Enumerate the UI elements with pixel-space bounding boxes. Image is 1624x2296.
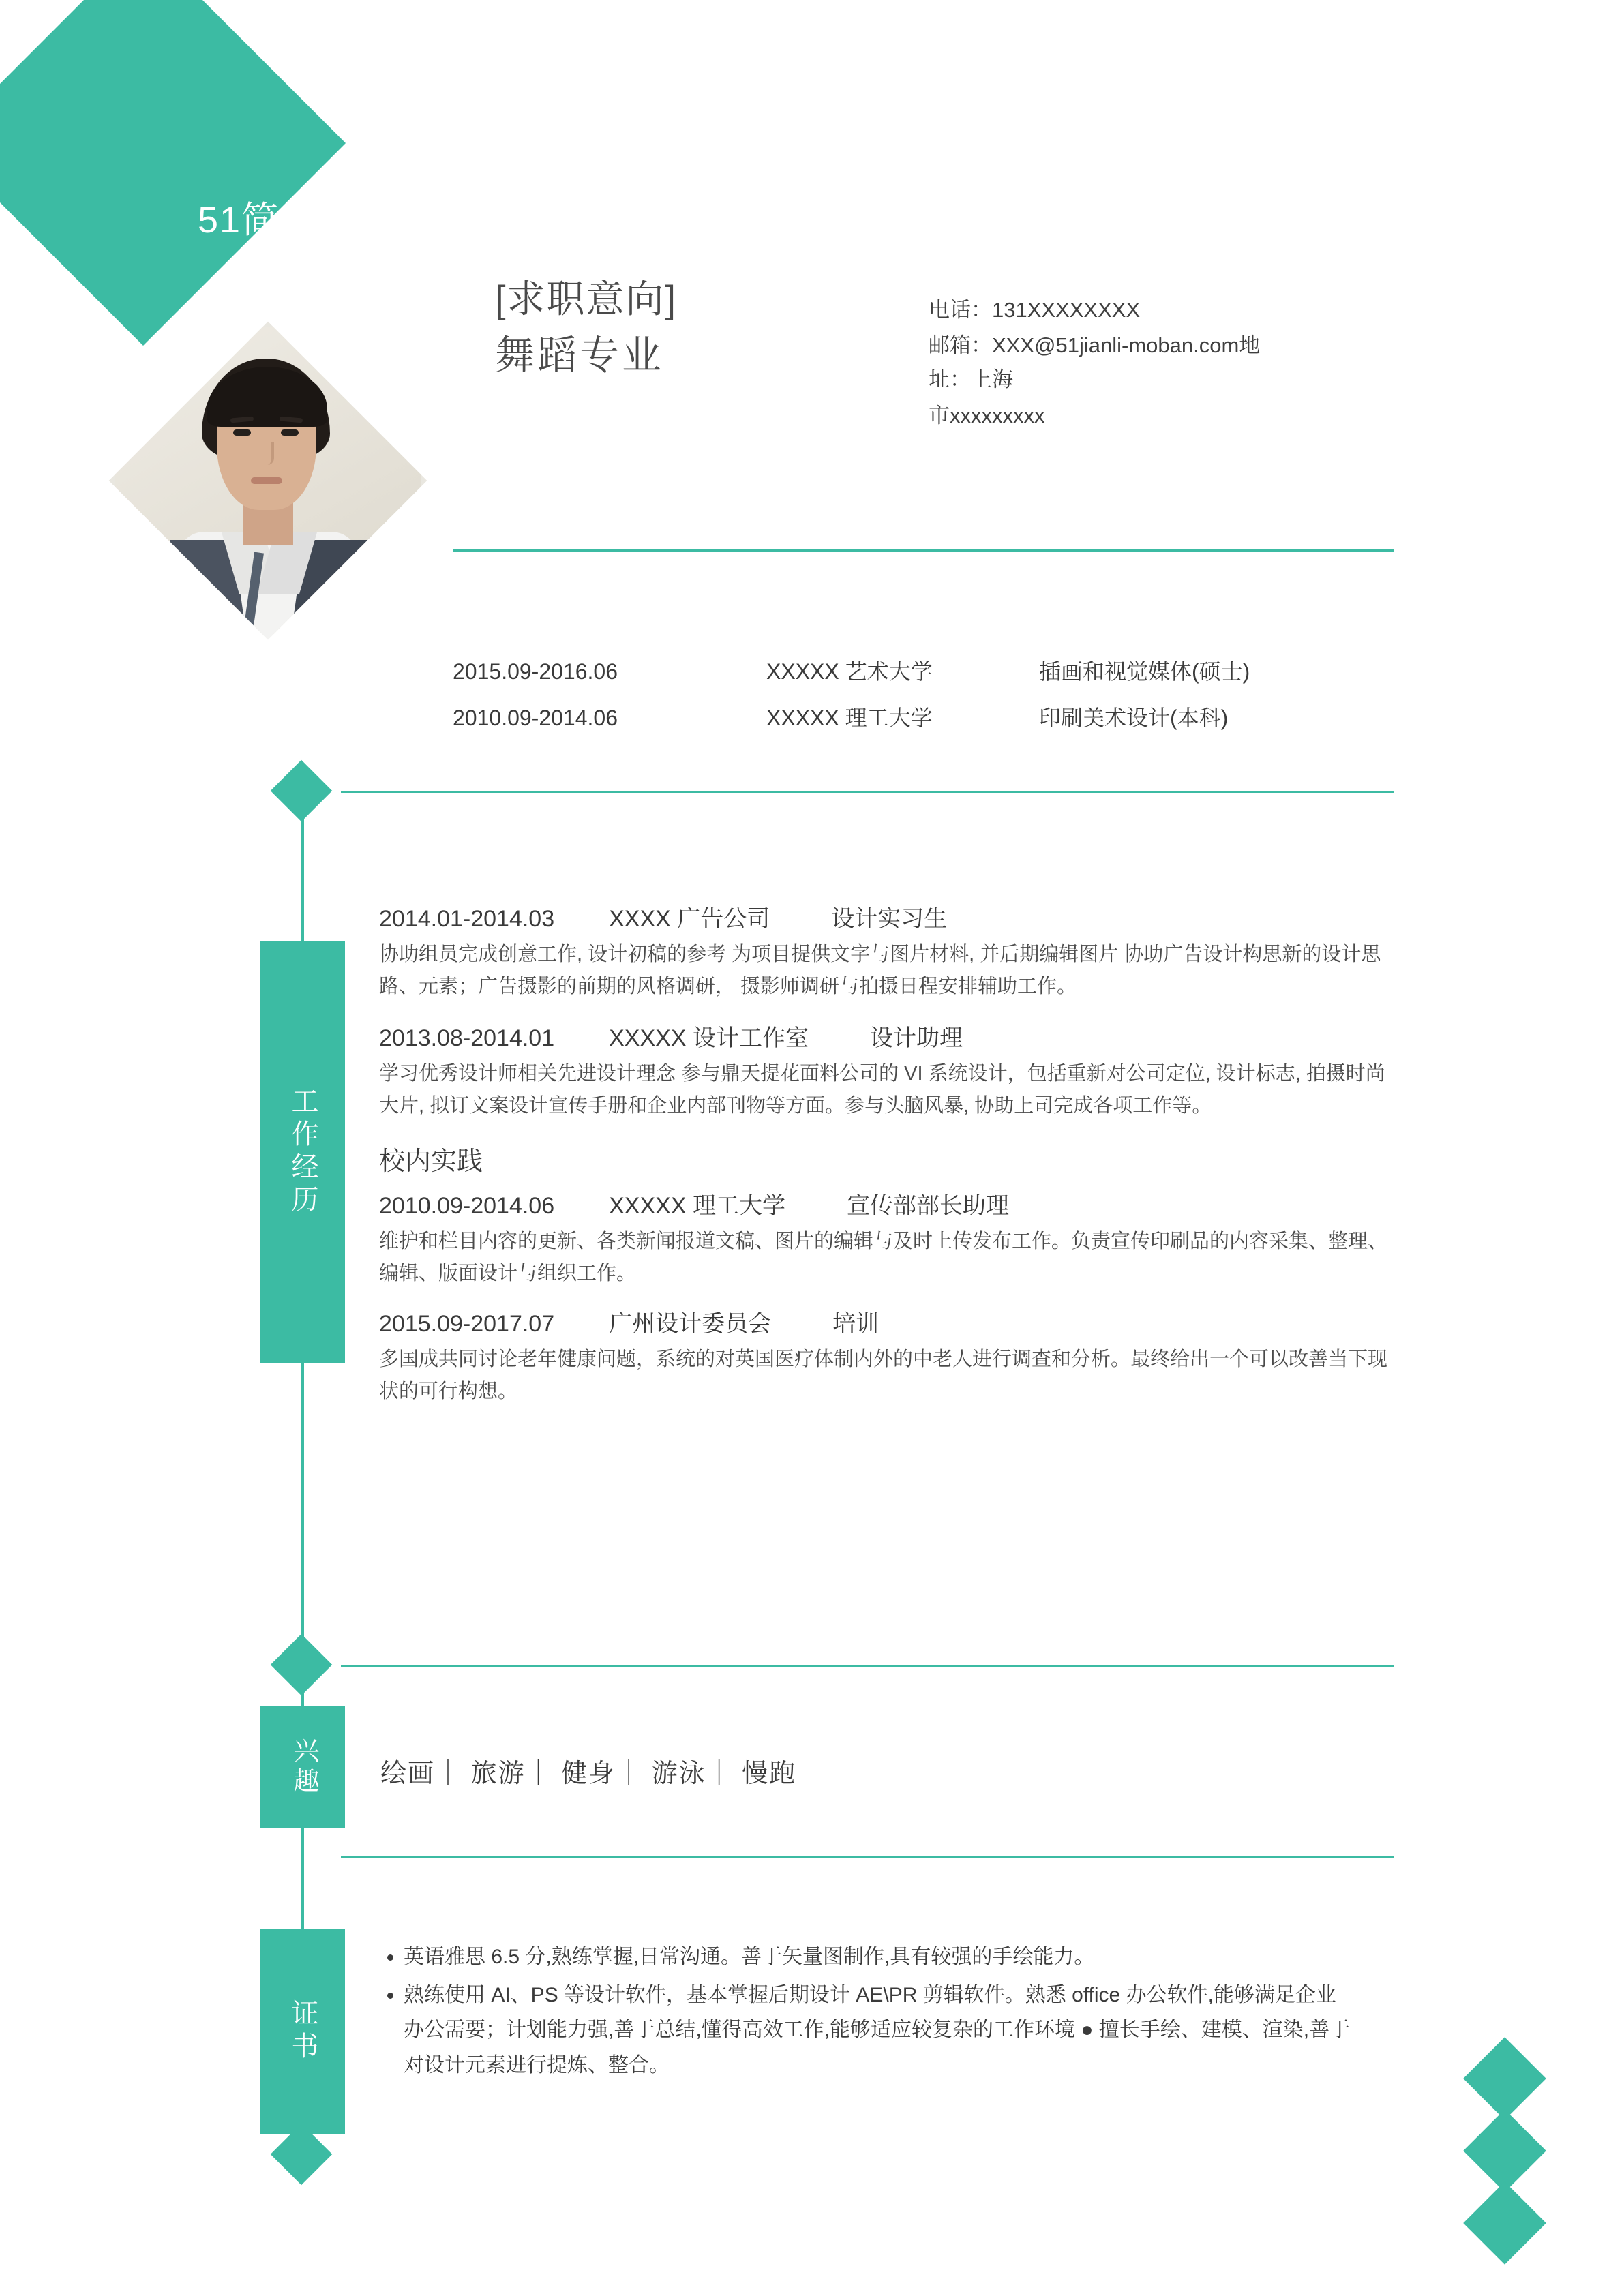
- divider-interests: [341, 1856, 1394, 1858]
- divider-header: [453, 549, 1394, 552]
- section-tab-certificates: [260, 1929, 345, 2134]
- campus-role: 宣传部部长助理: [846, 1192, 1009, 1219]
- section-tab-work-label: 工作经历: [288, 1087, 318, 1218]
- education-degree: 印刷美术设计(本科): [1039, 706, 1229, 730]
- work-section: [379, 900, 1388, 1408]
- list-item: • 熟练使用 AI、PS 等设计软件，基本掌握后期设计 AE\PR 剪辑软件。熟悉 office 办公软件,能够满足企业办公需要；计划能力强,善于总结,懂得高效工作,能够适应较复杂的工作环境 ● 擅长手绘、建模、渲染,善于对设计元素进行提炼、整合。: [404, 1978, 1354, 2083]
- list-item: • 英语雅思 6.5 分,熟练掌握,日常沟通。善于矢量图制作,具有较强的手绘能力。: [404, 1939, 1354, 1975]
- contact-city: 市xxxxxxxxx: [929, 403, 1045, 427]
- campus-item-1: [379, 1187, 1388, 1290]
- contact-phone: 电话：131XXXXXXXX: [929, 298, 1141, 322]
- avatar-image: [115, 327, 421, 634]
- brand-logo-text: 51简历—: [198, 200, 357, 241]
- contact-block: [929, 293, 1283, 434]
- campus-period: 2010.09-2014.06: [379, 1192, 555, 1219]
- campus-item-2-head: [379, 1305, 1388, 1338]
- divider-education: [341, 791, 1394, 793]
- campus-practice-title: 校内实践: [379, 1147, 483, 1176]
- decor-diamond-3: [1463, 2181, 1546, 2265]
- campus-period: 2015.09-2017.07: [379, 1310, 555, 1337]
- campus-description: 多国成共同讨论老年健康问题，系统的对英国医疗体制内外的中老人进行调查和分析。最终给出一个可以改善当下现状的可行构想。: [379, 1348, 1388, 1402]
- education-row-1: [453, 654, 1250, 686]
- campus-item-1-head: [379, 1187, 1388, 1220]
- education-row-2: [453, 701, 1228, 732]
- work-description: 学习优秀设计师相关先进设计理念 参与鼎天提花面料公司的 VI 系统设计，包括重新对公司定位, 设计标志, 拍摄时尚大片, 拟订文案设计宣传手册和企业内部刊物等方面。参与头脑风暴, 协助上司完成各项工作等。: [379, 1062, 1385, 1117]
- work-item-1: [379, 900, 1388, 1003]
- objective-label: [求职意向]: [495, 277, 678, 320]
- campus-description: 维护和栏目内容的更新、各类新闻报道文稿、图片的编辑与及时上传发布工作。负责宣传印刷品的内容采集、整理、编辑、版面设计与组织工作。: [379, 1230, 1388, 1284]
- work-role: 设计实习生: [831, 906, 948, 932]
- objective-major: 舞蹈专业: [495, 333, 665, 378]
- decor-diamond-2: [1463, 2109, 1546, 2192]
- section-tab-work: [260, 941, 345, 1363]
- education-period: 2015.09-2016.06: [453, 659, 618, 684]
- education-school: XXXXX 理工大学: [766, 706, 933, 730]
- work-period: 2014.01-2014.03: [379, 906, 555, 932]
- objective-block: [495, 275, 877, 381]
- section-tab-certificates-label: 证书: [288, 1999, 318, 2064]
- contact-email-address: 邮箱：XXX@51jianli-moban.com地址：上海: [929, 333, 1261, 392]
- work-item-2-head: [379, 1019, 1388, 1053]
- work-role: 设计助理: [869, 1025, 963, 1051]
- avatar: [109, 322, 427, 640]
- work-item-1-head: [379, 900, 1388, 933]
- campus-item-2: [379, 1305, 1388, 1408]
- brand-diamond: [0, 0, 346, 346]
- work-company: XXXXX 设计工作室: [609, 1025, 809, 1051]
- work-company: XXXX 广告公司: [609, 906, 770, 932]
- section-tab-interests-label: 兴趣: [288, 1737, 318, 1797]
- education-period: 2010.09-2014.06: [453, 706, 618, 730]
- certificates-list: [379, 1939, 1354, 2085]
- timeline-node-work: [271, 1634, 333, 1696]
- campus-role: 培训: [832, 1310, 879, 1337]
- divider-work: [341, 1665, 1394, 1667]
- education-degree: 插画和视觉媒体(硕士): [1039, 659, 1250, 684]
- decor-diamond-1: [1463, 2037, 1546, 2120]
- campus-company: XXXXX 理工大学: [609, 1192, 785, 1219]
- work-description: 协助组员完成创意工作, 设计初稿的参考 为项目提供文字与图片材料, 并后期编辑图片 协助广告设计构思新的设计思路、元素；广告摄影的前期的风格调研， 摄影师调研与拍摄日程安排辅助工作。: [379, 943, 1381, 997]
- section-tab-interests: [260, 1706, 345, 1828]
- work-item-2: [379, 1019, 1388, 1122]
- interests-text: 绘画｜ 旅游｜ 健身｜ 游泳｜ 慢跑: [380, 1759, 797, 1788]
- education-school: XXXXX 艺术大学: [766, 659, 933, 684]
- work-period: 2013.08-2014.01: [379, 1025, 555, 1051]
- campus-company: 广州设计委员会: [609, 1310, 772, 1337]
